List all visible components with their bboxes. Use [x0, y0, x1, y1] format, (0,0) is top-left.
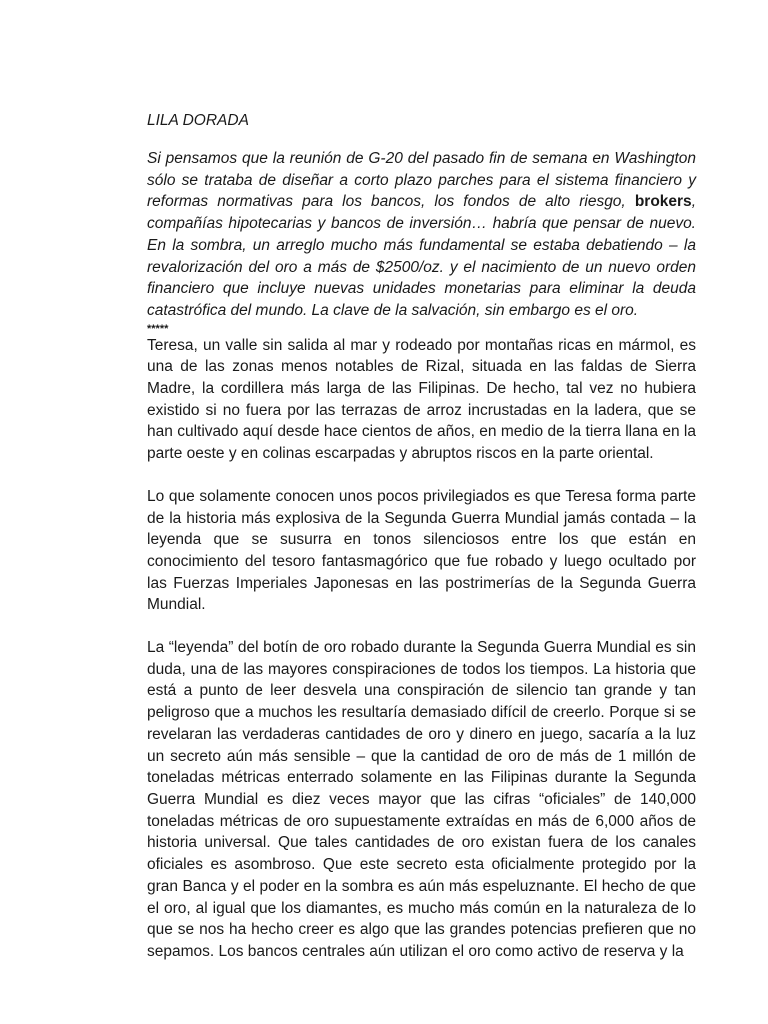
section-separator: ***** [147, 322, 169, 335]
document-title: LILA DORADA [147, 112, 249, 129]
intro-text-before: Si pensamos que la reunión de G-20 del pasado fin de semana en Washington sólo se trataba de diseñar a corto plazo parches para el sistema financiero y reformas normativas para los bancos, los fondos de alto riesgo, [147, 150, 696, 211]
intro-bold-term: brokers [634, 193, 692, 211]
intro-paragraph [147, 148, 696, 322]
paragraph-privilegiados: Lo que solamente conocen unos pocos privilegiados es que Teresa forma parte de la historia más explosiva de la Segunda Guerra Mundial jamás contada – la leyenda que se susurra en tonos silenciosos entre los que están en conocimiento del tesoro fantasmagórico que fue robado y luego ocultado por las Fuerzas Imperiales Japonesas en las postrimerías de la Segunda Guerra Mundial. [147, 487, 696, 614]
intro-text-after: , compañías hipotecarias y bancos de inversión… habría que pensar de nuevo. En la sombra, un arreglo mucho más fundamental se estaba debatiendo – la revalorización del oro a más de $2500/oz. y el nacimiento de un nuevo orden financiero que incluye nuevas unidades monetarias para eliminar la deuda catastrófica del mundo. La clave de la salvación, sin embargo es el oro. [147, 193, 696, 319]
paragraph-teresa: Teresa, un valle sin salida al mar y rodeado por montañas ricas en mármol, es una de las zonas menos notables de Rizal, situada en las faldas de Sierra Madre, la cordillera más larga de las Filipinas. De hecho, tal vez no hubiera existido si no fuera por las terrazas de arroz incrustadas en la ladera, que se han cultivado aquí desde hace cientos de años, en medio de la tierra llana en la parte oeste y en colinas escarpadas y abruptos riscos en la parte oriental. [147, 336, 696, 463]
paragraph-leyenda: La “leyenda” del botín de oro robado durante la Segunda Guerra Mundial es sin duda, una de las mayores conspiraciones de todos los tiempos. La historia que está a punto de leer desvela una conspiración de silencio tan grande y tan peligroso que a muchos les resultaría demasiado difícil de creerlo. Porque si se revelaran las verdaderas cantidades de oro y dinero en juego, sacaría a la luz un secreto aún más sensible – que la cantidad de oro de más de 1 millón de toneladas métricas enterrado solamente en las Filipinas durante la Segunda Guerra Mundial es diez veces mayor que las cifras “oficiales” de 140,000 toneladas métricas de oro supuestamente extraídas en más de 6,000 años de historia universal. Que tales cantidades de oro existan fuera de los canales oficiales es asombroso. Que este secreto esta oficialmente protegido por la gran Banca y el poder en la sombra es aún más espeluznante. El hecho de que el oro, al igual que los diamantes, es mucho más común en la naturaleza de lo que se nos ha hecho creer es algo que las grandes potencias prefieren que no sepamos. Los bancos centrales aún utilizan el oro como activo de reserva y la [147, 639, 696, 960]
